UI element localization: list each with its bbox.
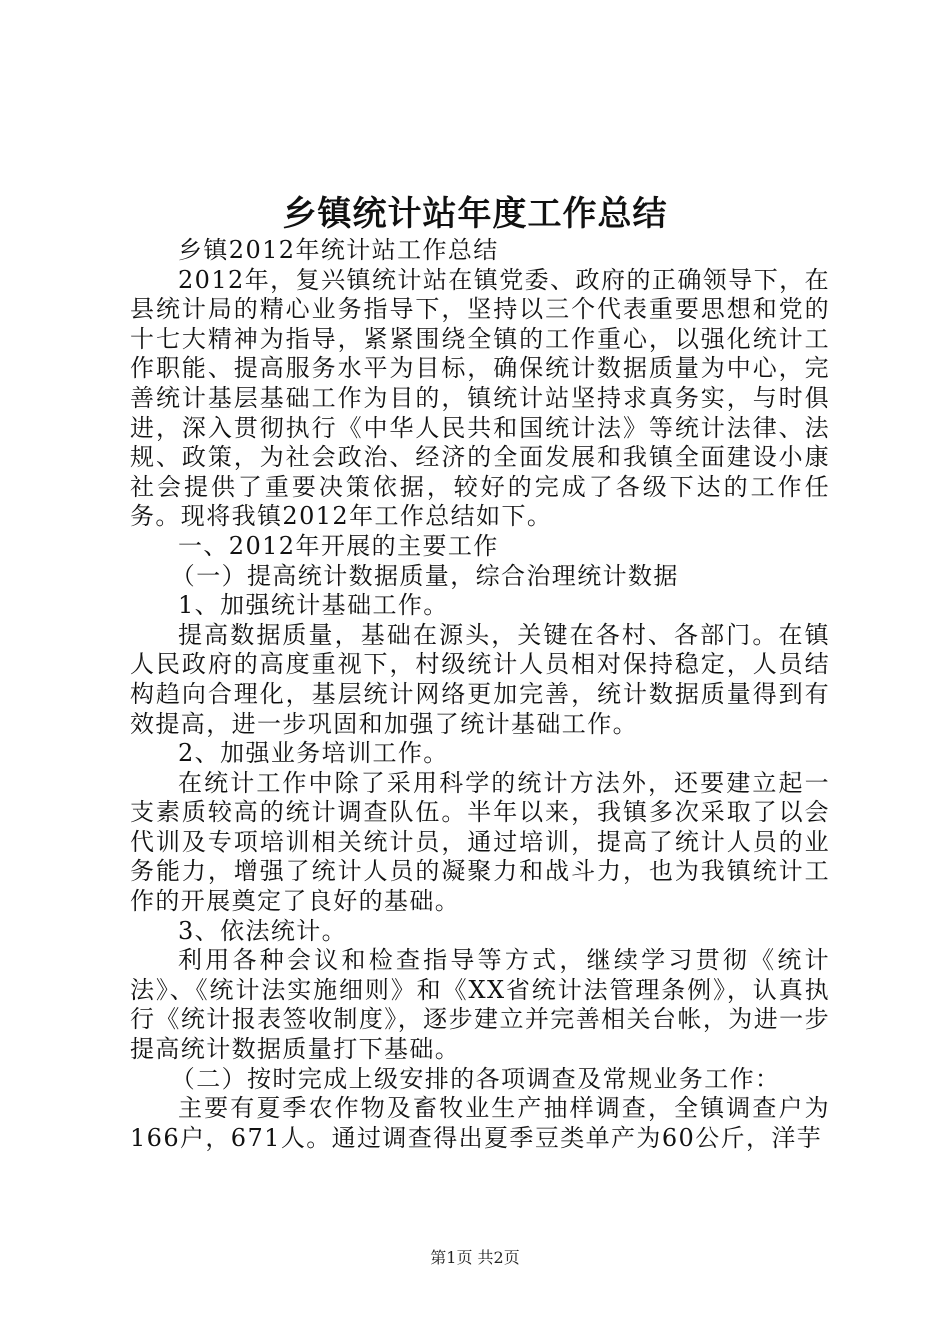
subsection-heading-data-quality: （一）提高统计数据质量，综合治理统计数据 [170,561,679,590]
paragraph-item-1: 提高数据质量，基础在源头，关键在各村、各部门。在镇人民政府的高度重视下，村级统计人员相对保持稳定，人员结构趋向合理化，基层统计网络更加完善，统计数据质量得到有效提高，进一步巩固和加强了统计基础工作。 [130,620,830,738]
paragraph-intro: 2012年，复兴镇统计站在镇党委、政府的正确领导下，在县统计局的精心业务指导下，坚持以三个代表重要思想和党的十七大精神为指导，紧紧围绕全镇的工作重心，以强化统计工作职能、提高服务水平为目标，确保统计数据质量为中心，完善统计基层基础工作为目的，镇统计站坚持求真务实，与时俱进，深入贯彻执行《中华人民共和国统计法》等统计法律、法规、政策，为社会政治、经济的全面发展和我镇全面建设小康社会提供了重要决策依据，较好的完成了各级下达的工作任务。现将我镇2012年工作总结如下。 [130,265,830,531]
paragraph-item-3: 利用各种会议和检查指导等方式，继续学习贯彻《统计法》、《统计法实施细则》和《XX省统计法管理条例》，认真执行《统计报表签收制度》，逐步建立并完善相关台帐，为进一步提高统计数据质量打下基础。 [130,946,830,1064]
item-heading-3: 3、依法统计。 [178,916,348,945]
section-heading-main-work: 一、2012年开展的主要工作 [178,531,499,560]
item-heading-1: 1、加强统计基础工作。 [178,591,449,620]
paragraph-item-2: 在统计工作中除了采用科学的统计方法外，还要建立起一支素质较高的统计调查队伍。半年以来，我镇多次采取了以会代训及专项培训相关统计员，通过培训，提高了统计人员的业务能力，增强了统计人员的凝聚力和战斗力，也为我镇统计工作的开展奠定了良好的基础。 [130,768,830,916]
document-body [130,236,830,1153]
item-heading-2: 2、加强业务培训工作。 [178,739,449,768]
subsection-heading-surveys: （二）按时完成上级安排的各项调查及常规业务工作： [170,1064,781,1093]
paragraph-subtitle: 乡镇2012年统计站工作总结 [178,236,499,264]
page-footer: 第1页 共2页 [430,1248,520,1267]
paragraph-surveys: 主要有夏季农作物及畜牧业生产抽样调查，全镇调查户为166户，671人。通过调查得出夏季豆类单产为60公斤，洋芋 [130,1094,830,1152]
document-title: 乡镇统计站年度工作总结 [282,194,668,234]
